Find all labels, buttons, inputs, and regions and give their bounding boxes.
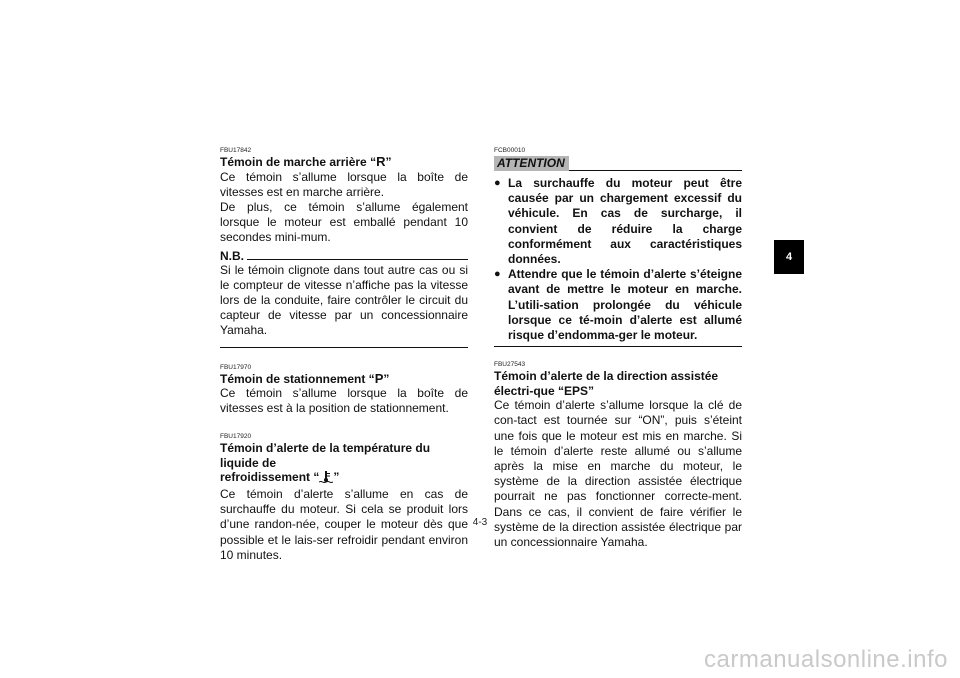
attention-label: ATTENTION — [494, 156, 569, 171]
note-header — [220, 250, 468, 263]
section-text: De plus, ce témoin s’allume également lorsque le moteur est emballé pendant 10 secondes mini-mum. — [220, 199, 468, 245]
right-column — [494, 147, 742, 567]
bullet-icon: ● — [494, 177, 501, 189]
section-text: Ce témoin d’alerte s’allume en cas de surchauffe du moteur. Si cela se produit lors d’une randon-née, couper le moteur dès que possible et le lais-ser refroidir pendant environ 10 minutes. — [220, 486, 468, 562]
parking-symbol: P — [374, 370, 384, 386]
coolant-section — [220, 433, 468, 563]
coolant-temperature-icon — [319, 471, 333, 487]
section-code: FBU17920 — [220, 433, 252, 441]
attention-item — [494, 267, 742, 343]
attention-item-text: Attendre que le témoin d’alerte s’éteigne avant de mettre le moteur en marche. L’utili-sation prolongée du véhicule lorsque ce té-moin d’alerte est allumé risque d’endomma-ger le moteur. — [508, 267, 742, 343]
note-label: N.B. — [220, 248, 244, 263]
note-rule — [247, 259, 468, 260]
left-column — [220, 147, 468, 580]
reverse-symbol: R — [376, 154, 386, 169]
attention-end-rule — [494, 346, 742, 347]
section-code: FCB00010 — [494, 147, 526, 154]
title-quote: ” — [385, 155, 392, 169]
section-code: FBU27543 — [494, 361, 526, 369]
attention-rule — [569, 170, 742, 171]
chapter-tab: 4 — [774, 240, 804, 274]
reverse-section — [220, 147, 468, 246]
section-title: Témoin d’alerte de la direction assistée électri-que “EPS” — [494, 369, 719, 398]
title-text: Témoin de marche arrière “ — [220, 155, 377, 169]
note-text: Si le témoin clignote dans tout autre cas ou si le compteur de vitesse n’affiche pas la vitesse lors de la conduite, faire contrôler le circuit du capteur de vitesse par un concessionnaire Yamaha. — [220, 262, 468, 338]
watermark: carmanualsonline.info — [704, 646, 948, 673]
attention-block — [494, 147, 742, 347]
title-quote: ” — [383, 371, 390, 386]
note-block — [220, 250, 468, 348]
note-end-rule — [220, 347, 468, 348]
title-text: refroidissement “ — [220, 470, 320, 485]
bullet-icon: ● — [494, 268, 501, 281]
section-code: FBU17970 — [220, 363, 252, 371]
title-quote: ” — [333, 470, 340, 485]
title-line: Témoin d’alerte de la température du liquide de — [220, 441, 431, 470]
parking-section — [220, 364, 468, 417]
section-title — [220, 441, 468, 487]
attention-list — [494, 176, 742, 343]
title-text: Témoin de stationnement “ — [220, 371, 375, 386]
section-title — [220, 155, 468, 170]
attention-item-text: La surchauffe du moteur peut être causée par un chargement excessif du véhicule. En cas de surcharge, il convient de réduire la charge conformément aux caractéristiques données. — [508, 176, 742, 267]
section-text: Ce témoin d’alerte s’allume lorsque la clé de con-tact est tournée sur “ON”, puis s’éteint une fois que le moteur est mis en marche. Si le témoin d’alerte reste allumé ou s’allume après la mise en marche du moteur, le système de la direction assistée électrique pourrait ne pas fonctionner correcte-ment. Dans ce cas, il convient de faire vérifier le système de la direction assistée électrique par un concessionnaire Yamaha. — [494, 398, 742, 550]
section-code: FBU17842 — [220, 147, 252, 154]
page-number: 4-3 — [472, 517, 488, 528]
attention-header — [494, 156, 742, 171]
section-title — [220, 372, 468, 387]
section-text: Ce témoin s’allume lorsque la boîte de vitesses est à la position de stationnement. — [220, 386, 468, 416]
section-text: Ce témoin s’allume lorsque la boîte de vitesses est en marche arrière. — [220, 169, 468, 199]
attention-item — [494, 176, 742, 267]
